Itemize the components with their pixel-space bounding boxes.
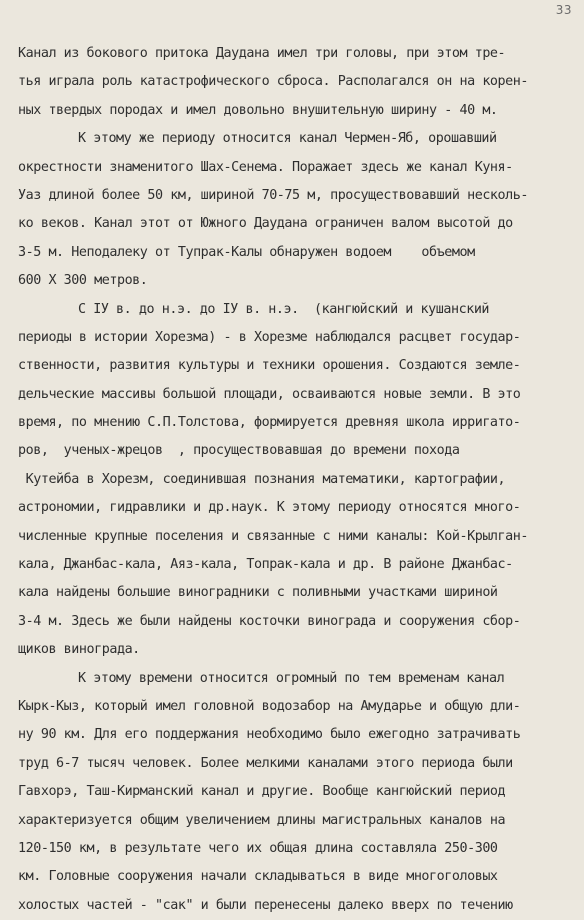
text-line: холостых частей - "сак" и были перенесены далеко вверх по течению — [18, 897, 513, 913]
body-text — [18, 40, 578, 920]
text-line: дельческие массивы большой площади, осваиваются новые земли. В это — [18, 386, 521, 402]
text-line: Уаз длиной более 50 км, шириной 70-75 м, просуществовавший несколь- — [18, 187, 528, 203]
text-line: К этому же периоду относится канал Чермен-Яб, орошавший — [78, 131, 497, 147]
text-line: ко веков. Канал этот от Южного Даудана ограничен валом высотой до — [18, 216, 513, 232]
text-line: периоды в истории Хорезма) - в Хорезме наблюдался расцвет государ- — [18, 329, 521, 345]
text-line: Кырк-Кыз, который имел головной водозабор на Амударье и общую дли- — [18, 698, 521, 714]
text-line: ну 90 км. Для его поддержания необходимо было ежегодно затрачивать — [18, 727, 521, 743]
text-line: ных твердых породах и имел довольно внушительную ширину - 40 м. — [18, 102, 498, 118]
text-line: тья играла роль катастрофического сброса. Располагался он на корен- — [18, 74, 528, 90]
text-line: км. Головные сооружения начали складываться в виде многоголовых — [18, 869, 498, 885]
text-line: 3-5 м. Неподалеку от Тупрак-Калы обнаружен водоем объемом — [18, 244, 475, 260]
text-line: Канал из бокового притока Даудана имел три головы, при этом тре- — [18, 46, 506, 61]
text-line: С IУ в. до н.э. до IУ в. н.э. (кангюйский и кушанский — [78, 301, 490, 317]
text-line: 600 Х 300 метров. — [18, 273, 148, 289]
text-line: ственности, развития культуры и техники орошения. Создаются земле- — [18, 358, 521, 374]
text-line: кала, Джанбас-кала, Аяз-кала, Топрак-кала и др. В районе Джанбас- — [18, 557, 513, 573]
text-line: характеризуется общим увеличением длины магистральных каналов на — [18, 812, 506, 828]
text-line: 3-4 м. Здесь же были найдены косточки винограда и сооружения сбор- — [18, 613, 521, 629]
text-line: щиков винограда. — [18, 642, 140, 658]
text-line: труд 6-7 тысяч человек. Более мелкими каналами этого периода были — [18, 755, 513, 771]
text-line: ров, ученых-жрецов , просуществовавшая до времени похода — [18, 443, 460, 459]
text-line: 120-150 км, в результате чего их общая длина составляла 250-300 — [18, 840, 498, 856]
text-line: окрестности знаменитого Шах-Сенема. Поражает здесь же канал Куня- — [18, 159, 513, 175]
text-line: Гавхорэ, Таш-Кирманский канал и другие. Вообще кангюйский период — [18, 784, 506, 800]
text-line: К этому времени относится огромный по тем временам канал — [78, 670, 505, 686]
text-line: время, по мнению С.П.Толстова, формируется древняя школа ирригато- — [18, 415, 521, 431]
text-line: Кутейба в Хорезм, соединившая познания математики, картографии, — [18, 471, 506, 487]
text-line: численные крупные поселения и связанные с ними каналы: Кой-Крылган- — [18, 528, 528, 544]
text-line: кала найдены большие виноградники с поливными участками шириной — [18, 585, 498, 601]
page-number: 33 — [555, 3, 572, 17]
text-line: астрономии, гидравлики и др.наук. К этому периоду относятся много- — [18, 500, 521, 516]
